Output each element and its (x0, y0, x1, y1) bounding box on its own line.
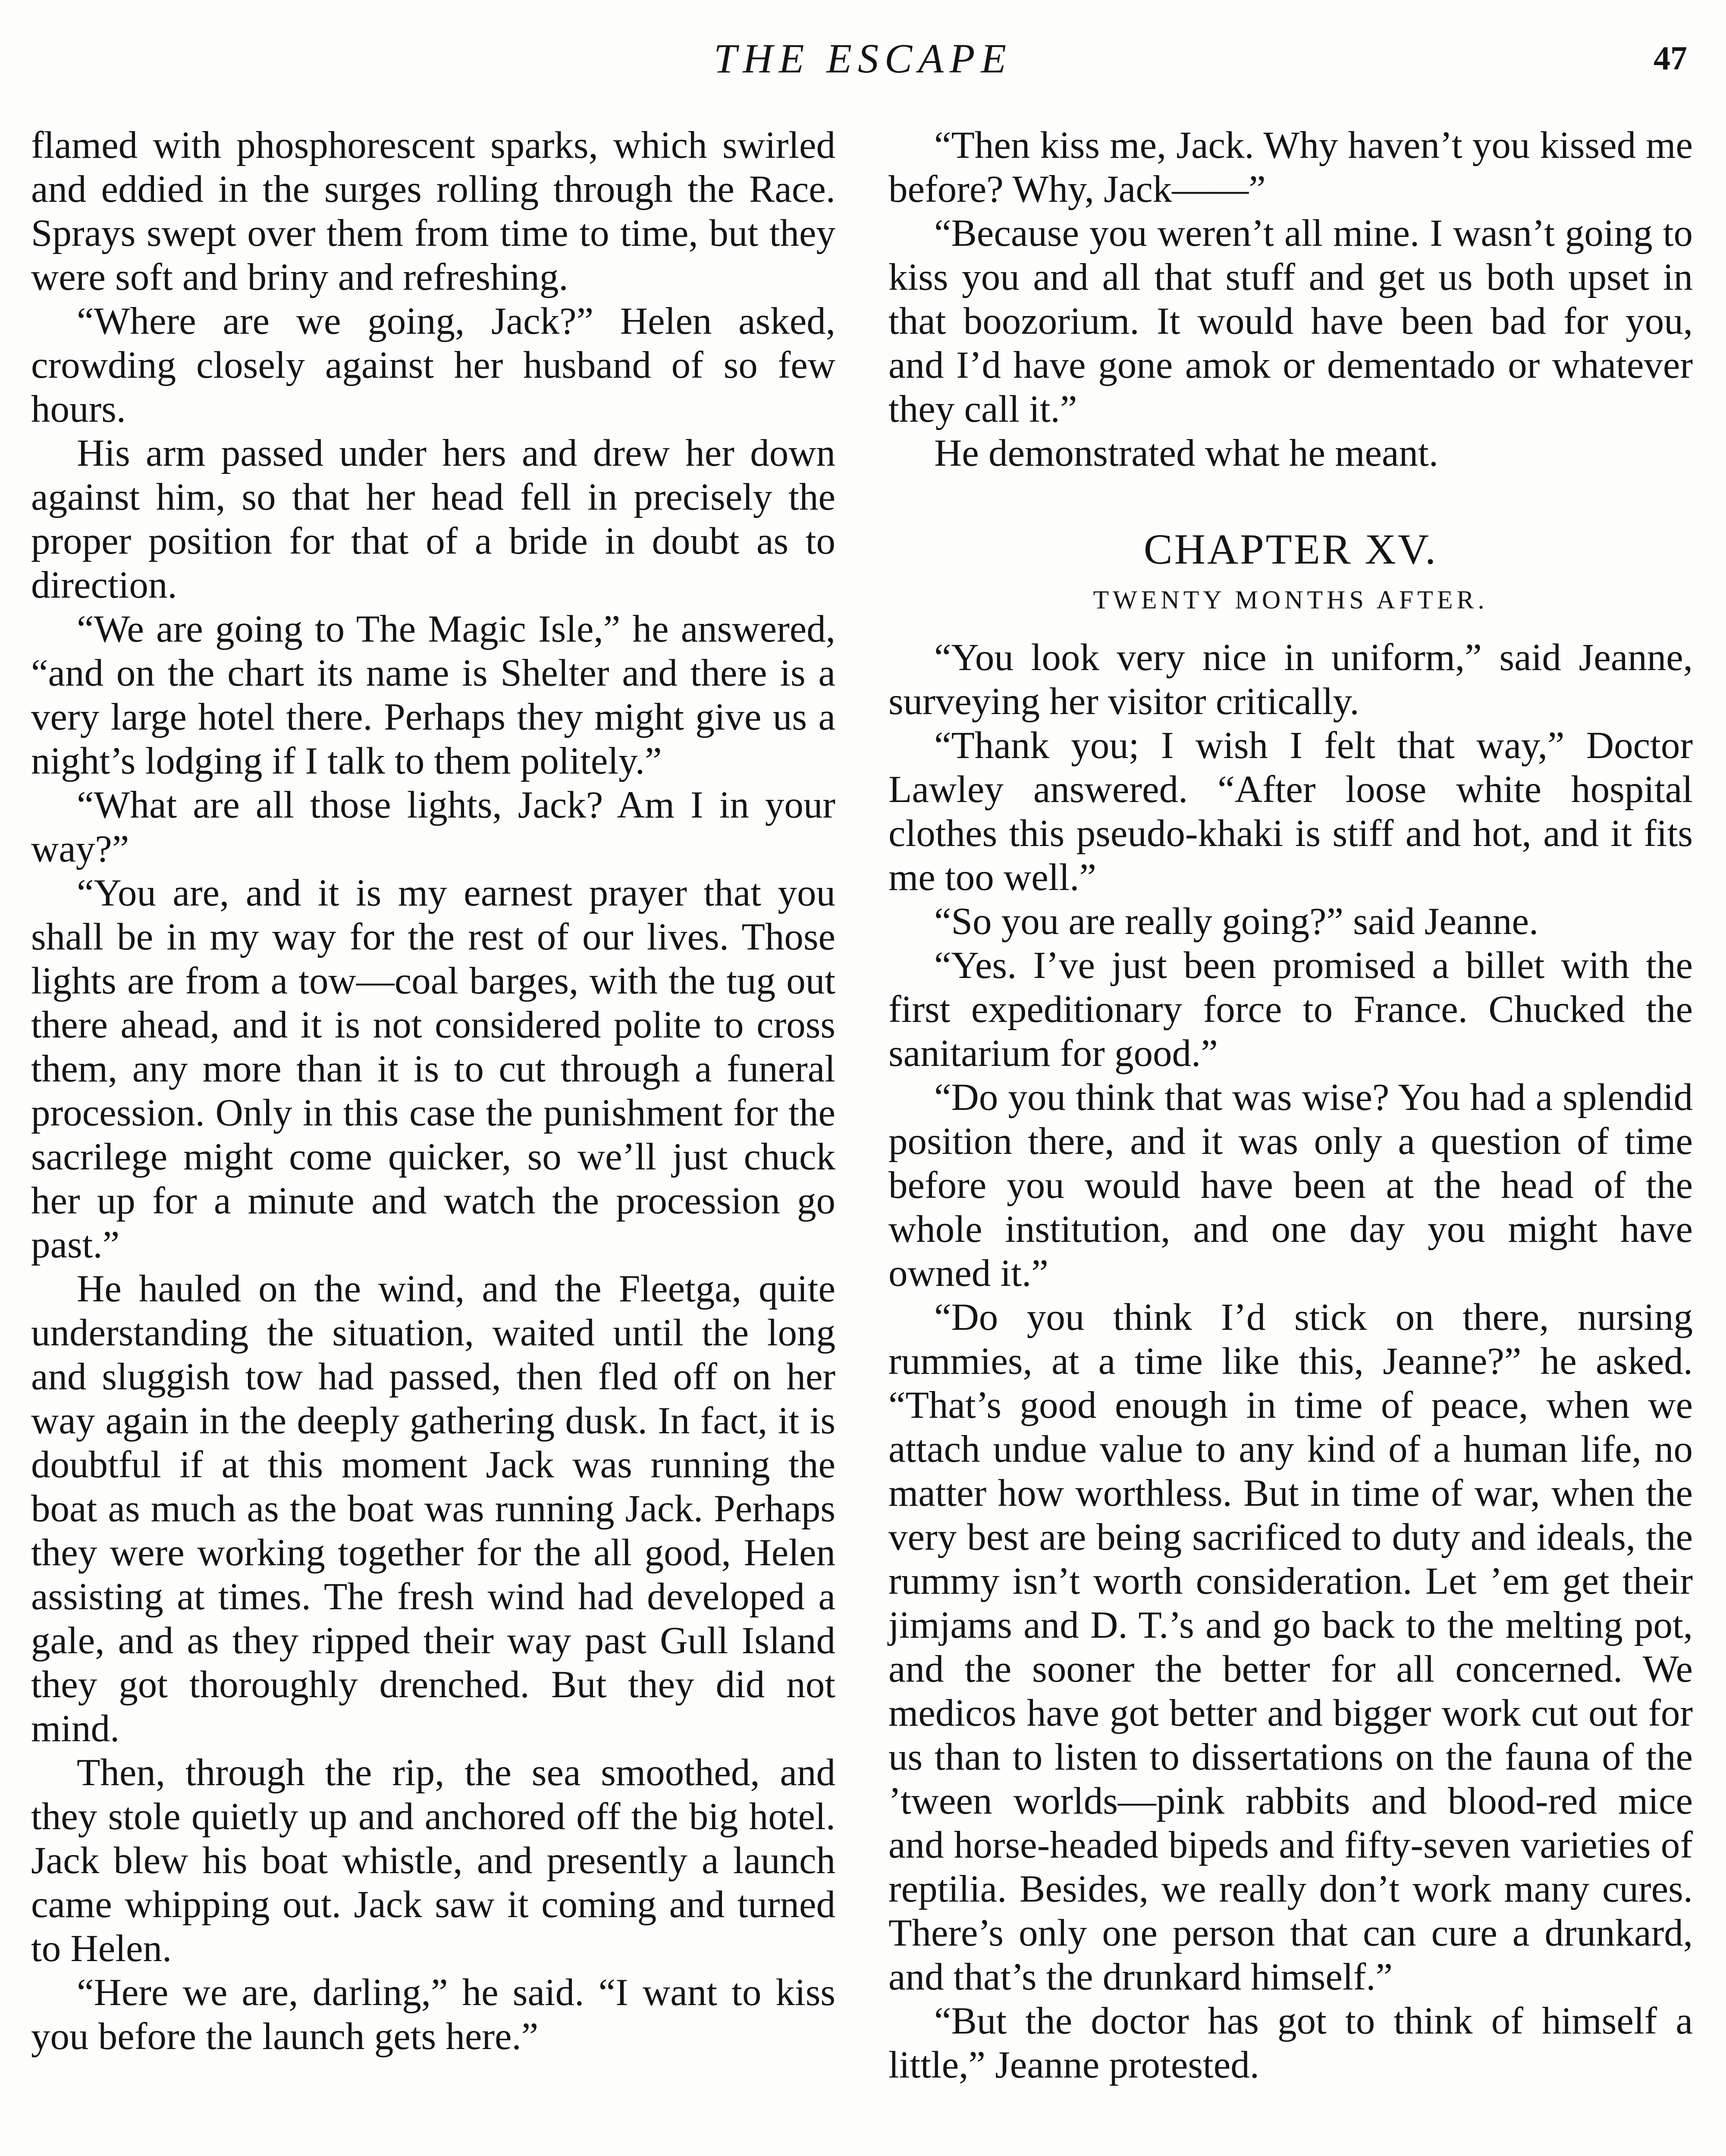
paragraph: “We are going to The Magic Isle,” he answered, “and on the chart its name is Shelter and there is a very large hotel there. Perhaps they might give us a night’s lodging if I talk to them politely.” (31, 608, 835, 782)
page-number: 47 (1654, 39, 1687, 77)
running-head (0, 30, 1726, 86)
paragraph: He hauled on the wind, and the Fleetga, quite understanding the situation, waited until the long and sluggish tow had passed, then fled off on her way again in the deeply gathering dusk. In fact, it is doubtful if at this moment Jack was running the boat as much as the boat was running Jack. Perhaps they were working together for the all good, Helen assisting at times. The fresh wind had developed a gale, and as they ripped their way past Gull Island they got thoroughly drenched. But they did not mind. (31, 1268, 835, 1750)
running-title: THE ESCAPE (714, 35, 1012, 81)
paragraph: He demonstrated what he meant. (934, 432, 1438, 474)
paragraph: “Do you think that was wise? You had a splendid position there, and it was only a question of time before you would have been at the head of the whole institution, and one day you might have owned it.” (888, 1076, 1693, 1294)
paragraph: “Then kiss me, Jack. Why haven’t you kissed me before? Why, Jack——” (888, 124, 1693, 210)
paragraph: “Because you weren’t all mine. I wasn’t going to kiss you and all that stuff and get us both upset in that boozorium. It would have been bad for you, and I’d have gone amok or dementado or whatever they call it.” (888, 212, 1693, 430)
paragraph: “Yes. I’ve just been promised a billet with the first expeditionary force to France. Chucked the sanitarium for good.” (888, 944, 1693, 1075)
paragraph: “You look very nice in uniform,” said Jeanne, surveying her visitor critically. (888, 636, 1693, 723)
paragraph: “What are all those lights, Jack? Am I in your way?” (31, 784, 835, 870)
left-column (31, 123, 835, 2059)
paragraph: “But the doctor has got to think of himself a little,” Jeanne protested. (888, 2000, 1693, 2086)
chapter-heading: CHAPTER XV. (1143, 525, 1438, 573)
paragraph: “Where are we going, Jack?” Helen asked, crowding closely against her husband of so few hours. (31, 300, 835, 430)
chapter-subtitle: TWENTY MONTHS AFTER. (1093, 586, 1488, 614)
paragraph: “Thank you; I wish I felt that way,” Doctor Lawley answered. “After loose white hospital clothes this pseudo-khaki is stiff and hot, and it fits me too well.” (888, 724, 1693, 899)
paragraph: flamed with phosphorescent sparks, which swirled and eddied in the surges rolling through the Race. Sprays swept over them from time to time, but they were soft and briny and refreshing. (31, 124, 835, 298)
right-column (888, 123, 1693, 2087)
paragraph: His arm passed under hers and drew her down against him, so that her head fell in precisely the proper position for that of a bride in doubt as to direction. (31, 432, 835, 606)
paragraph: “So you are really going?” said Jeanne. (934, 900, 1539, 943)
paragraph: “Do you think I’d stick on there, nursing rummies, at a time like this, Jeanne?” he asked. “That’s good enough in time of peace, when we attach undue value to any kind of a human life, no matter how worthless. But in time of war, when the very best are being sacrificed to duty and ideals, the rummy isn’t worth consideration. Let ’em get their jimjams and D. T.’s and go back to the melting pot, and the sooner the better for all concerned. We medicos have got better and bigger work cut out for us than to listen to dissertations on the fauna of the ’tween worlds—pink rabbits and blood-red mice and horse-headed bipeds and fifty-seven varieties of reptilia. Besides, we really don’t work many cures. There’s only one person that can cure a drunkard, and that’s the drunkard himself.” (888, 1296, 1693, 1998)
paragraph: Then, through the rip, the sea smoothed, and they stole quietly up and anchored off the big hotel. Jack blew his boat whistle, and presently a launch came whipping out. Jack saw it coming and turned to Helen. (31, 1752, 835, 1970)
paragraph: “Here we are, darling,” he said. “I want to kiss you before the launch gets here.” (31, 1971, 835, 2058)
paragraph: “You are, and it is my earnest prayer that you shall be in my way for the rest of our lives. Those lights are from a tow—coal barges, with the tug out there ahead, and it is not considered polite to cross them, any more than it is to cut through a funeral procession. Only in this case the punishment for the sacrilege might come quicker, so we’ll just chuck her up for a minute and watch the procession go past.” (31, 872, 835, 1266)
